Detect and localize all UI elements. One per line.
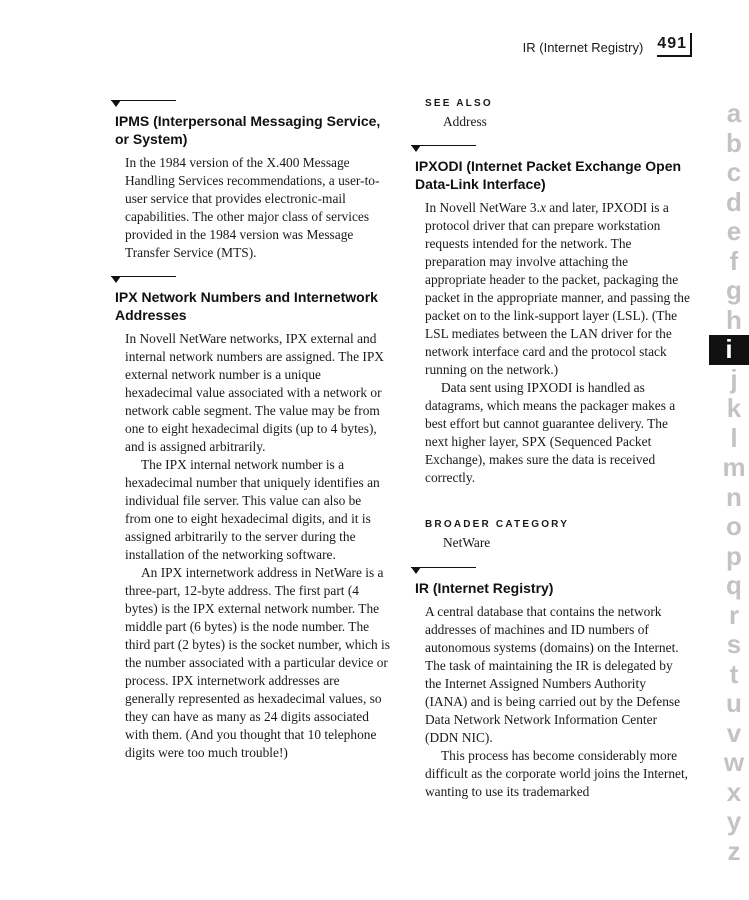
thumb-letter-e[interactable]: e [726, 216, 742, 247]
entry-marker [111, 276, 396, 284]
paragraph: This process has become considerably more difficult as the corporate world joins the Internet, wanting to use its trademarked [425, 748, 689, 799]
thumb-letter-u[interactable]: u [726, 688, 742, 719]
entry-marker [411, 145, 696, 153]
thumb-letter-d[interactable]: d [726, 186, 742, 217]
running-head: IR (Internet Registry) [522, 40, 644, 55]
paragraph: An IPX internetwork address in NetWare is a three-part, 12-byte address. The first part (4 bytes) is the IPX external network number. The middle part (6 bytes) is the node number. The third part (2 bytes) is the socket number, which is the number associated with a particular device or process. IPX internetwork addresses are generally represented as hexadecimal values, so they can have as many as 24 digits associated with them. (And you thought that 10 telephone digits were too much trouble!) [125, 565, 390, 760]
thumb-letter-f[interactable]: f [729, 245, 739, 276]
thumb-letter-g[interactable]: g [726, 275, 742, 306]
thumb-letter-y[interactable]: y [726, 806, 742, 837]
entry-body [125, 330, 390, 762]
thumb-letter-m[interactable]: m [722, 452, 746, 483]
alphabet-thumb-index [719, 99, 749, 866]
thumb-letter-o[interactable]: o [726, 511, 742, 542]
thumb-letter-v[interactable]: v [726, 717, 742, 748]
paragraph: Data sent using IPXODI is handled as datagrams, which means the packager makes a best effort but cannot guarantee delivery. The next higher layer, SPX (Sequenced Packet Exchange), makes sure the data is received correctly. [425, 380, 676, 485]
thumb-letter-x[interactable]: x [726, 776, 742, 807]
entry-ipx-network-numbers [111, 276, 396, 762]
thumb-letter-l[interactable]: l [730, 422, 738, 453]
see-also-label: SEE ALSO [425, 98, 493, 109]
entry-body [125, 154, 390, 262]
entry-term: IPX Network Numbers and Internetwork Addresses [115, 289, 378, 323]
thumb-letter-c[interactable]: c [726, 157, 742, 188]
entry-marker [411, 567, 696, 575]
thumb-letter-z[interactable]: z [727, 835, 741, 866]
entry-marker [111, 100, 396, 108]
see-also-link[interactable]: Address [443, 114, 487, 129]
thumb-letter-h[interactable]: h [726, 304, 742, 335]
thumb-letter-n[interactable]: n [726, 481, 742, 512]
thumb-letter-s[interactable]: s [726, 629, 742, 660]
broader-category-link[interactable]: NetWare [443, 535, 491, 550]
thumb-letter-j[interactable]: j [730, 363, 738, 394]
page-header [523, 33, 692, 57]
thumb-letter-b[interactable]: b [726, 127, 742, 158]
entry-term: IPXODI (Internet Packet Exchange Open Data-Link Interface) [415, 158, 682, 192]
entry-term: IR (Internet Registry) [415, 580, 554, 596]
paragraph: A central database that contains the network addresses of machines and ID numbers of autonomous systems (domains) on the Internet. The task of maintaining the IR is delegated by the Internet Assigned Numbers Authority (IANA) and is being carried out by the Defense Data Network Network Information Center (DDN NIC). [425, 604, 681, 745]
thumb-letter-w[interactable]: w [723, 747, 745, 778]
thumb-letter-r[interactable]: r [728, 599, 740, 630]
broader-category-label: BROADER CATEGORY [425, 519, 570, 530]
thumb-letter-q[interactable]: q [726, 570, 742, 601]
entry-term: IPMS (Interpersonal Messaging Service, or System) [115, 113, 381, 147]
thumb-letter-k[interactable]: k [726, 393, 742, 424]
paragraph: In the 1984 version of the X.400 Message Handling Services recommendations, a user-to-user service that provides electronic-mail capabilities. The other major class of services provided in the 1984 version was Message Transfer Service (MTS). [125, 155, 380, 260]
entry-ipms [111, 100, 396, 262]
entry-ipxodi [411, 145, 696, 487]
thumb-letter-a[interactable]: a [726, 98, 742, 129]
thumb-letter-i[interactable]: i [709, 335, 749, 365]
paragraph: The IPX internal network number is a hexadecimal number that uniquely identifies an individual file server. This value can also be from one to eight hexadecimal digits, and it is assigned arbitrarily to the server during the installation of the networking software. [125, 457, 380, 562]
entry-ir [411, 567, 696, 801]
thumb-letter-p[interactable]: p [726, 540, 742, 571]
paragraph: In Novell NetWare 3.x and later, IPXODI is a protocol driver that can prepare workstation requests intended for the network. The preparation may involve attaching the appropriate header to the packet, packaging the packet in the appropriate manner, and passing the packet on to the link-support layer (LSL). (The LSL mediates between the LAN driver for the network interface card and the protocol stack running on the network.) [425, 200, 690, 377]
thumb-letter-t[interactable]: t [729, 658, 739, 689]
paragraph: In Novell NetWare networks, IPX external and internal network numbers are assigned. The IPX external network number is a unique hexadecimal value associated with a network or network cable segment. The value may be from one to eight hexadecimal digits (up to 4 bytes), and is assigned arbitrarily. [125, 331, 384, 454]
page-number: 491 [657, 33, 692, 57]
entry-body [425, 603, 690, 801]
entry-body [425, 199, 690, 487]
